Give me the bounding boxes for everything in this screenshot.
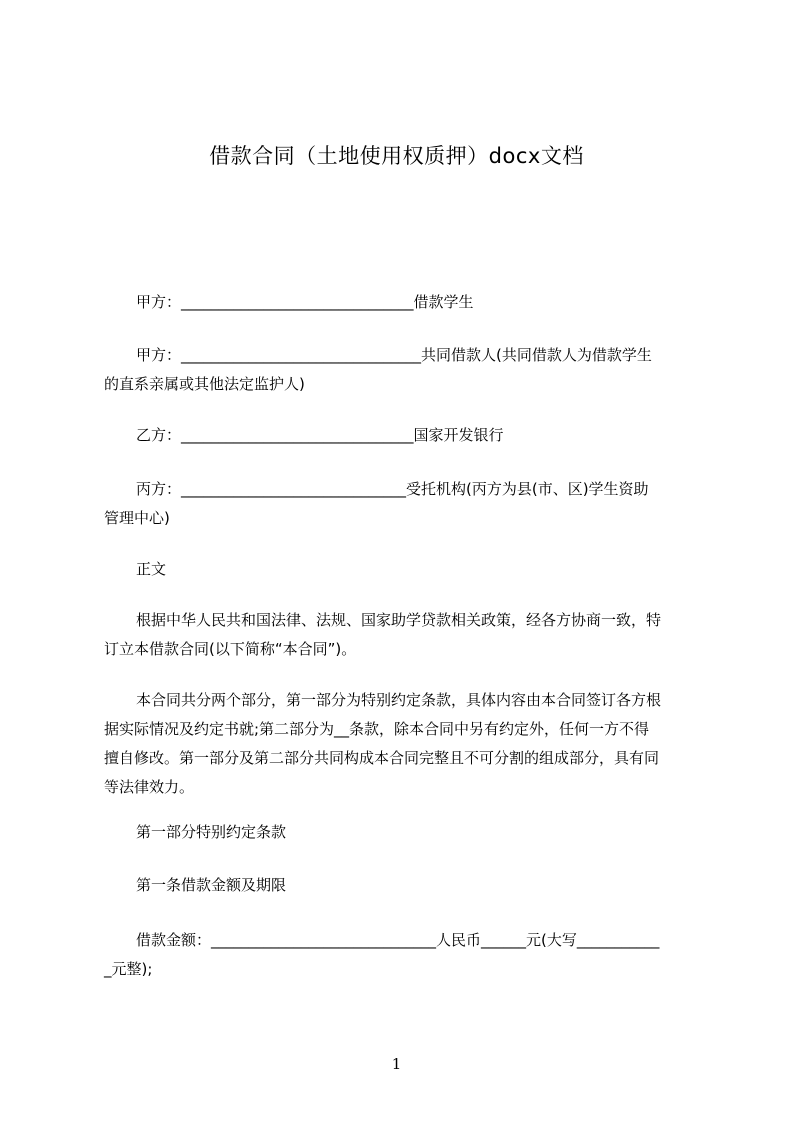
party-a-co-borrower-paragraph [104, 341, 704, 399]
paragraph-line: 的直系亲属或其他法定监护人) [104, 375, 305, 393]
paragraph-line: 第一条借款金额及期限 [136, 876, 287, 894]
paragraph-line: 等法律效力。 [104, 778, 195, 796]
paragraph-line: 正文 [136, 560, 167, 578]
paragraph-line: _元整); [104, 960, 153, 978]
part-one-heading [104, 818, 704, 847]
paragraph-line: 第一部分特别约定条款 [136, 823, 287, 841]
structure-paragraph [104, 686, 704, 802]
body-heading [104, 555, 704, 584]
party-b-paragraph [104, 421, 704, 450]
paragraph-line: 擅自修改。第一部分及第二部分共同构成本合同完整且不可分割的组成部分，具有同 [104, 749, 660, 767]
party-a-student-paragraph [104, 288, 704, 317]
paragraph-line: 本合同共分两个部分，第一部分为特别约定条款，具体内容由本合同签订各方根 [136, 691, 662, 709]
paragraph-line: 丙方：______________________________受托机构(丙方为县(市、区)学生资助 [136, 480, 649, 498]
paragraph-line: 订立本借款合同(以下简称“本合同”)。 [104, 640, 357, 658]
loan-amount-paragraph [104, 926, 704, 984]
paragraph-line: 乙方：_______________________________国家开发银行 [136, 426, 504, 444]
paragraph-line: 管理中心) [104, 509, 170, 527]
preamble-paragraph [104, 606, 704, 664]
article-one-heading [104, 871, 704, 900]
page-number: 1 [391, 1055, 402, 1073]
paragraph-line: 甲方：_______________________________借款学生 [136, 293, 474, 311]
paragraph-line: 甲方：________________________________共同借款人(共同借款人为借款学生 [136, 346, 652, 364]
paragraph-line: 借款金额：______________________________人民币______元(大写___________ [136, 931, 660, 949]
document-title: 借款合同（土地使用权质押）docx文档 [209, 144, 584, 168]
party-c-paragraph [104, 475, 704, 533]
paragraph-line: 根据中华人民共和国法律、法规、国家助学贷款相关政策，经各方协商一致，特 [136, 611, 662, 629]
paragraph-line: 据实际情况及约定书就;第二部分为__条款，除本合同中另有约定外，任何一方不得 [104, 720, 650, 738]
